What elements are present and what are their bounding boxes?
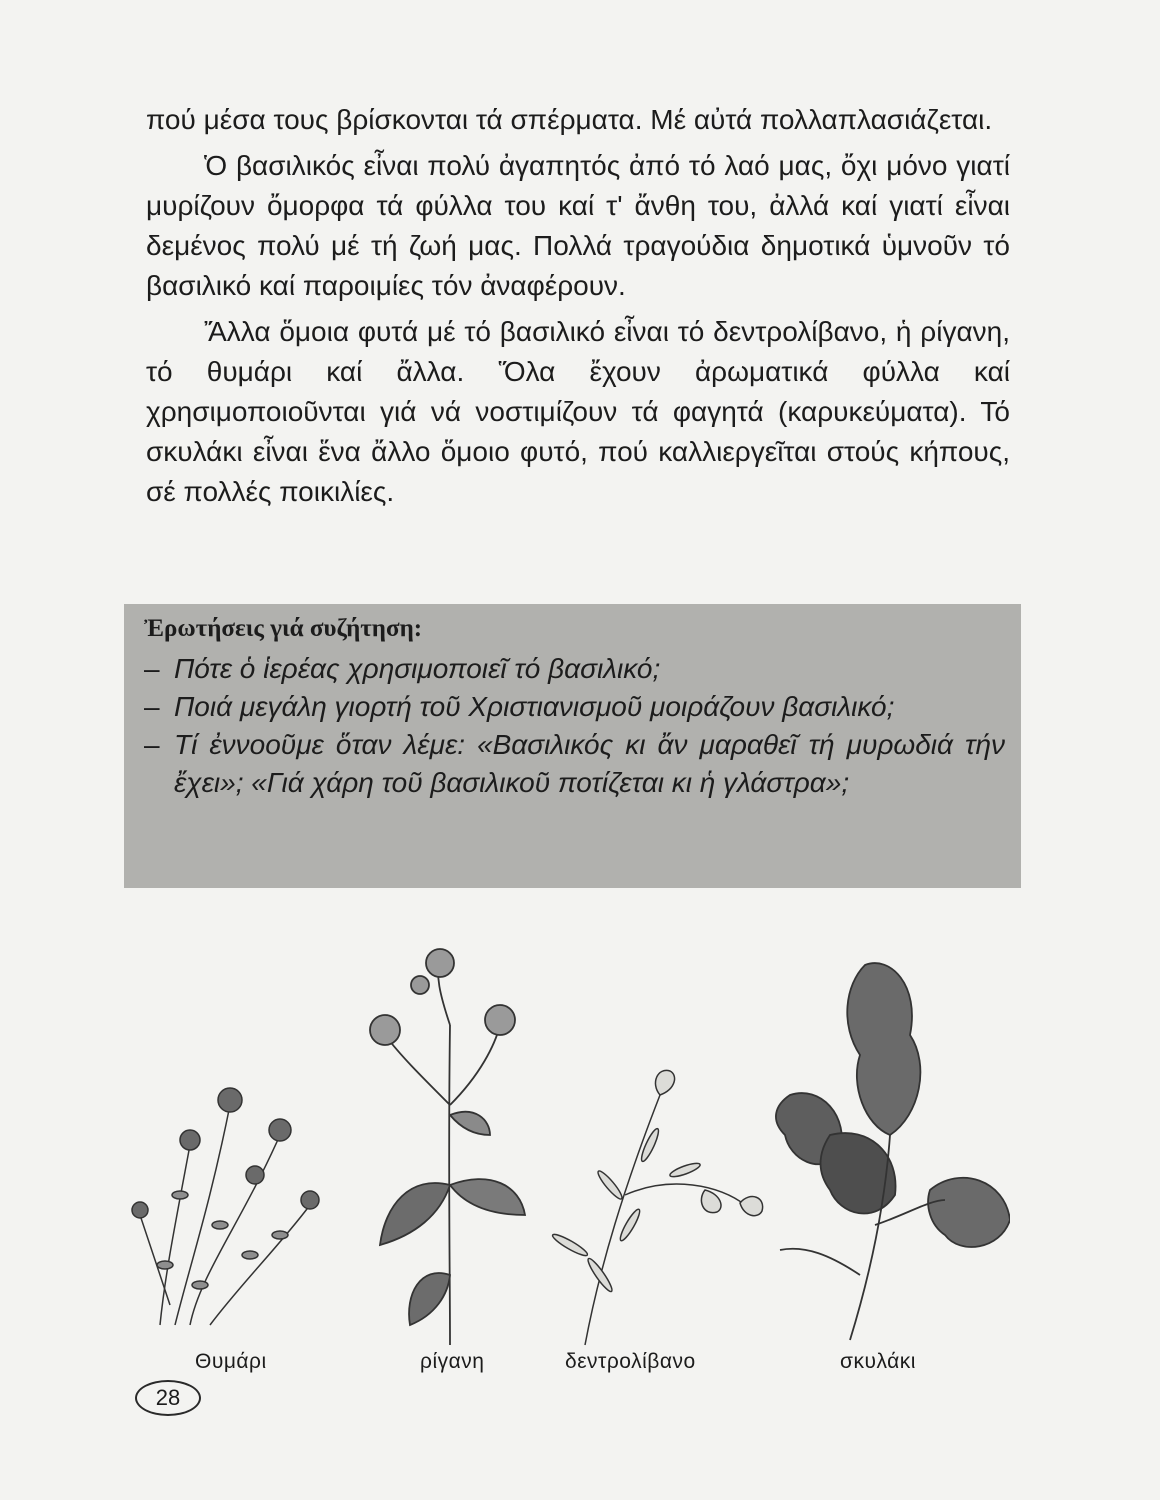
caption-oregano: ρίγανη xyxy=(420,1350,485,1373)
herb-illustrations xyxy=(130,945,1010,1350)
question-item xyxy=(144,726,1005,802)
thyme-illustration xyxy=(132,1088,319,1325)
question-dash: – xyxy=(144,653,160,684)
question-item xyxy=(144,688,1005,726)
caption-rosemary: δεντρολίβανο xyxy=(565,1350,696,1373)
question-text: Τί ἐννοοῦμε ὅταν λέμε: «Βασιλικός κι ἄν μαραθεῖ τή μυρωδιά τήν ἔχει»; «Γιά χάρη τοῦ βασιλικοῦ ποτίζεται κι ἡ γλάστρα»; xyxy=(174,729,1005,798)
snapdragon-illustration xyxy=(776,963,1010,1340)
caption-snapdragon: σκυλάκι xyxy=(840,1350,916,1373)
questions-heading: Ἐρωτήσεις γιά συζήτηση: xyxy=(144,615,423,642)
page-number: 28 xyxy=(135,1380,201,1416)
question-text: Ποιά μεγάλη γιορτή τοῦ Χριστιανισμοῦ μοιράζουν βασιλικό; xyxy=(174,691,895,722)
caption-thyme: Θυμάρι xyxy=(195,1350,267,1373)
paragraph-2: Ὁ βασιλικός εἶναι πολύ ἀγαπητός ἀπό τό λαό μας, ὄχι μόνο γιατί μυρίζουν ὄμορφα τά φύλλα του καί τ' ἄνθη του, ἀλλά καί γιατί εἶναι δεμένος πολύ μέ τή ζωή μας. Πολλά τραγούδια δημοτικά ὑμνοῦν τό βασιλικό καί παροιμίες τόν ἀναφέρουν. xyxy=(146,150,1010,301)
paragraph-1: πού μέσα τους βρίσκονται τά σπέρματα. Μέ αὐτά πολλαπλασιάζεται. xyxy=(146,104,993,135)
paragraph-3: Ἄλλα ὅμοια φυτά μέ τό βασιλικό εἶναι τό δεντρολίβανο, ἡ ρίγανη, τό θυμάρι καί ἄλλα. Ὅλα ἔχουν ἀρωματικά φύλλα καί χρησιμοποιοῦνται γιά νά νοστιμίζουν τά φαγητά (καρυκεύματα). Τό σκυλάκι εἶναι ἕνα ἄλλο ὅμοιο φυτό, πού καλλιεργεῖται στούς κήπους, σέ πολλές ποικιλίες. xyxy=(146,316,1010,507)
discussion-questions-box xyxy=(124,604,1021,888)
question-dash: – xyxy=(144,729,160,760)
question-dash: – xyxy=(144,691,160,722)
oregano-illustration xyxy=(370,949,525,1345)
question-text: Πότε ὁ ἱερέας χρησιμοποιεῖ τό βασιλικό; xyxy=(174,653,661,684)
rosemary-illustration xyxy=(551,1070,763,1345)
question-item xyxy=(144,650,1005,688)
body-text xyxy=(146,100,1010,512)
